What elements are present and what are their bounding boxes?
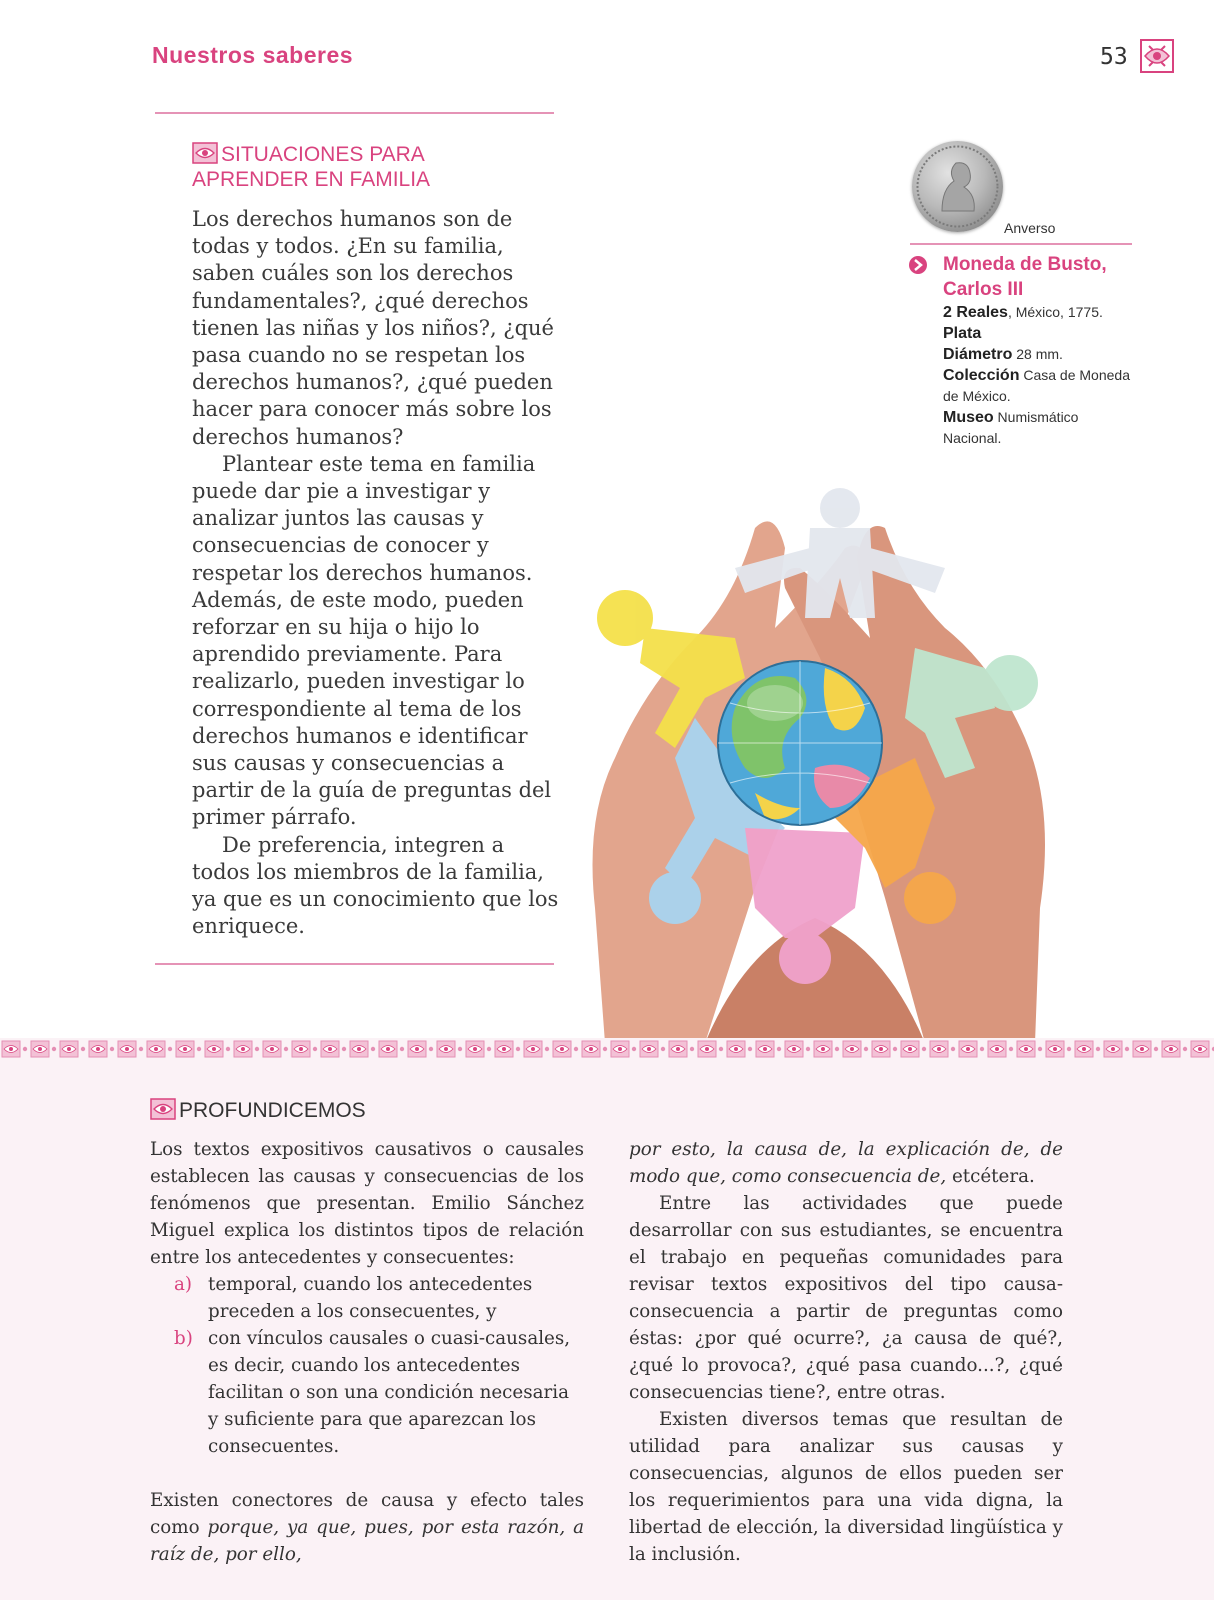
family-box-body: [192, 206, 564, 940]
family-paragraph-2: Plantear este tema en familia puede dar pie a investigar y analizar juntos las causas y consecuencias de conocer y respetar los derechos humanos. Además, de este modo, pueden reforzar en su hija o hijo lo aprendido previamente. Para realizarlo, pueden investigar lo correspondiente al tema de los derechos humanos e identificar sus causas y consecuencias a partir de la guía de preguntas del primer párrafo.: [192, 451, 552, 830]
relation-types-list: [150, 1271, 584, 1460]
box-bottom-rule: [155, 963, 554, 965]
coin-facts: [943, 302, 1133, 449]
list-item: a) temporal, cuando los antecedentes preceden a los consecuentes, y: [174, 1274, 533, 1322]
coin-rule: [910, 243, 1132, 245]
coin-bust-icon: [912, 141, 1003, 232]
coin-image: [912, 141, 1003, 232]
coin-title-line1: Moneda de Busto,: [943, 254, 1107, 275]
connectors-continuation: por esto, la causa de, la explicación de, de modo que, como consecuencia de, etcétera.: [629, 1139, 1063, 1187]
profundicemos-right-column: [629, 1136, 1063, 1568]
left-intro-paragraph: Los textos expositivos causativos o causales establecen las causas y consecuencias de los fenómenos que presentan. Emilio Sánchez Miguel explica los distintos tipos de relación entre los antecedentes y consecuentes:: [150, 1139, 584, 1268]
profundicemos-title-text: PROFUNDICEMOS: [179, 1099, 366, 1122]
aztec-glyph-icon: [150, 1098, 176, 1120]
profundicemos-left-column: [150, 1136, 584, 1568]
connectors-paragraph: Existen conectores de causa y efecto tales como porque, ya que, pues, por esta razón, a raíz de, por ello,: [150, 1490, 584, 1565]
coin-fact-museum: Museo Numismático Nacional.: [943, 409, 1079, 446]
right-paragraph-2: Entre las actividades que puede desarrollar con sus estudiantes, se encuentra el trabajo en pequeñas comunidades para revisar textos expositivos del tipo causa-consecuencia a partir de preguntas como éstas: ¿por qué ocurre?, ¿a causa de qué?, ¿qué lo provoca?, ¿qué pasa cuando...?, ¿qué consecuencias tiene?, entre otras.: [629, 1193, 1063, 1403]
page-number: 53: [1100, 44, 1128, 70]
family-paragraph-1: Los derechos humanos son de todas y todos. ¿En su familia, saben cuáles son los derechos fundamentales?, ¿qué derechos tienen las niñas y los niños?, ¿qué pasa cuando no se respetan los derechos humanos?, ¿qué pueden hacer para conocer más sobre los derechos humanos?: [192, 207, 554, 449]
box-top-rule: [155, 112, 554, 114]
coin-fact-denomination: 2 Reales, México, 1775.: [943, 304, 1103, 321]
coin-title-line2: Carlos III: [943, 279, 1024, 300]
right-paragraph-3: Existen diversos temas que resultan de utilidad para analizar sus causas y consecuencias, algunos de ellos pueden ser los requerimientos para una vida digna, la libertad de elección, la diversidad lingüística y la inclusión.: [629, 1409, 1063, 1565]
coin-fact-diameter: Diámetro 28 mm.: [943, 346, 1063, 363]
family-box-title-line1: SITUACIONES PARA: [221, 143, 425, 166]
section-title: Nuestros saberes: [152, 42, 354, 68]
coin-title: [943, 252, 1107, 302]
family-box-title: [192, 142, 430, 192]
chevron-right-icon: [908, 255, 928, 275]
coin-fact-collection: Colección Casa de Moneda de México.: [943, 367, 1130, 404]
globe-icon: [718, 661, 882, 825]
family-paragraph-3: De preferencia, integren a todos los miembros de la familia, ya que es un conocimiento que los enriquece.: [192, 832, 559, 939]
decorative-border-strip: [0, 1038, 1214, 1060]
aztec-ornament-icon: [1139, 38, 1175, 74]
coin-side-label: Anverso: [1004, 220, 1056, 236]
hands-globe-illustration: [585, 488, 1055, 1043]
list-item: b) con vínculos causales o cuasi-causales, es decir, cuando los antecedentes facilitan o son una condición necesaria y suficiente para que aparezcan los consecuentes.: [174, 1328, 571, 1457]
aztec-glyph-icon: [192, 142, 218, 164]
profundicemos-title: [150, 1098, 366, 1123]
coin-fact-material: Plata: [943, 325, 982, 342]
family-box-title-line2: APRENDER EN FAMILIA: [192, 168, 431, 191]
